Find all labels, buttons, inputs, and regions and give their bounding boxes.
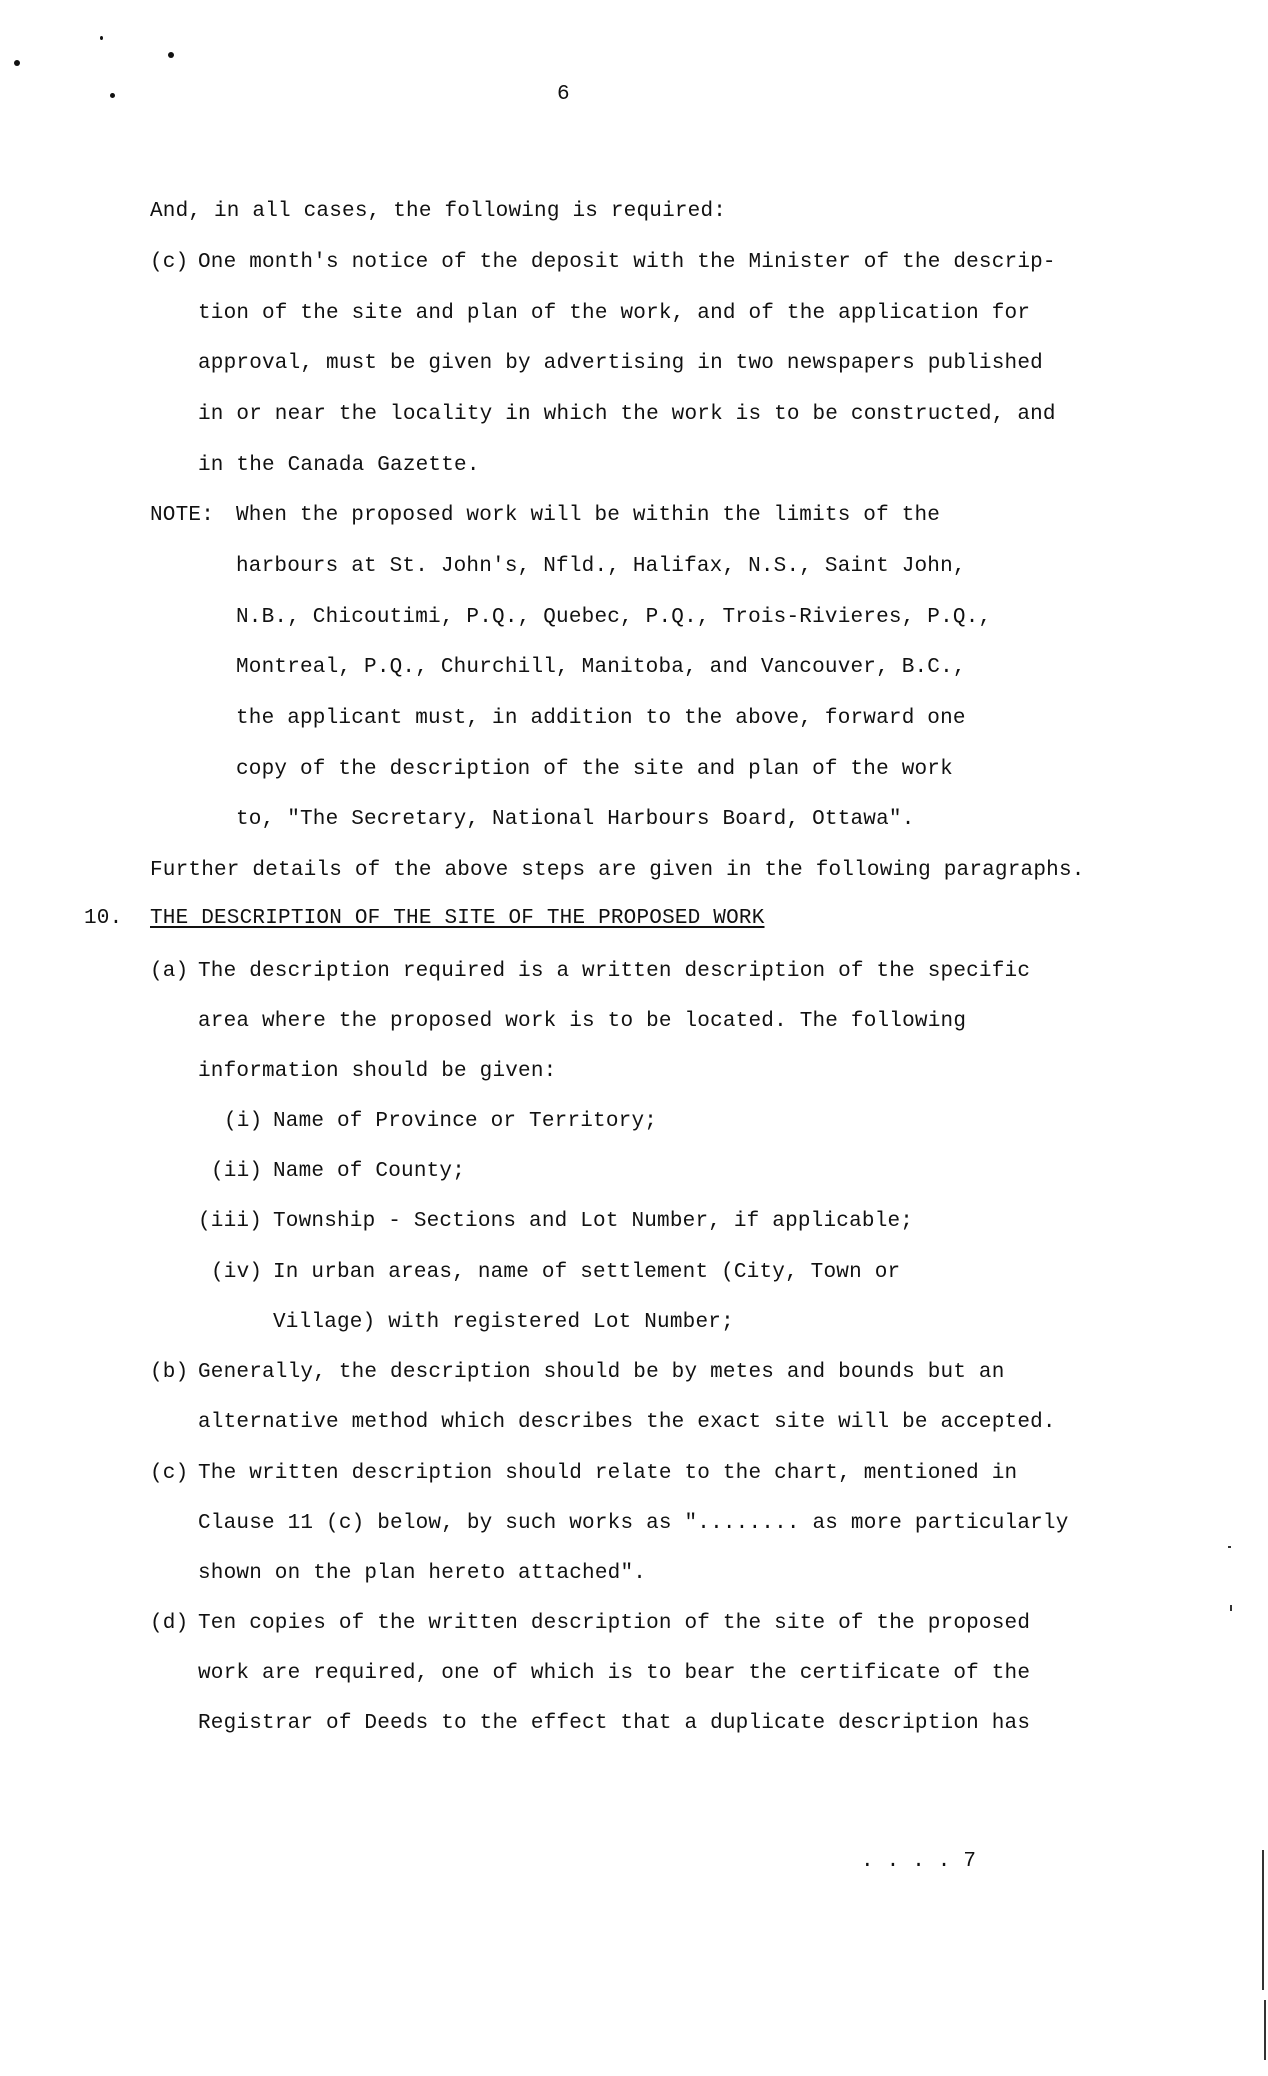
scan-mark <box>1264 2000 1266 2060</box>
para-a-line: The description required is a written description of the specific <box>198 960 1031 983</box>
item-c-line: in the Canada Gazette. <box>198 454 480 477</box>
para-c-line: The written description should relate to the chart, mentioned in <box>198 1462 1018 1485</box>
page-number: 6 <box>557 83 570 106</box>
para-a-label: (a) <box>150 960 189 983</box>
note-line: the applicant must, in addition to the above, forward one <box>236 707 966 730</box>
sub-item-label: (iv) <box>211 1261 263 1284</box>
item-c-label: (c) <box>150 251 189 274</box>
continuation-marker: . . . . 7 <box>861 1850 977 1873</box>
sub-item-text: In urban areas, name of settlement (City, Town or <box>273 1261 901 1284</box>
para-d-line: Registrar of Deeds to the effect that a duplicate description has <box>198 1712 1031 1735</box>
para-c-label: (c) <box>150 1462 189 1485</box>
sub-item-text: Township - Sections and Lot Number, if applicable; <box>273 1210 914 1233</box>
note-line: When the proposed work will be within the limits of the <box>236 504 941 527</box>
item-c-line: in or near the locality in which the work is to be constructed, and <box>198 403 1056 426</box>
para-d-line: Ten copies of the written description of the site of the proposed <box>198 1612 1031 1635</box>
scan-mark <box>1230 1605 1232 1611</box>
sub-item-text: Name of County; <box>273 1160 466 1183</box>
para-c-line: shown on the plan hereto attached". <box>198 1562 647 1585</box>
para-a-line: area where the proposed work is to be located. The following <box>198 1010 967 1033</box>
further-details-line: Further details of the above steps are given in the following paragraphs. <box>150 859 1085 882</box>
note-line: to, "The Secretary, National Harbours Board, Ottawa". <box>236 808 915 831</box>
para-b-label: (b) <box>150 1361 189 1384</box>
section-number: 10. <box>84 907 123 930</box>
note-line: harbours at St. John's, Nfld., Halifax, N.S., Saint John, <box>236 555 966 578</box>
scan-mark <box>1262 1850 1264 1990</box>
para-a-line: information should be given: <box>198 1060 557 1083</box>
para-d-label: (d) <box>150 1612 189 1635</box>
sub-item-text: Name of Province or Territory; <box>273 1110 658 1133</box>
note-line: Montreal, P.Q., Churchill, Manitoba, and Vancouver, B.C., <box>236 656 966 679</box>
sub-item-iv-continuation: Village) with registered Lot Number; <box>273 1311 734 1334</box>
para-b-line: alternative method which describes the exact site will be accepted. <box>198 1411 1056 1434</box>
para-c-line: Clause 11 (c) below, by such works as "........ as more particularly <box>198 1512 1069 1535</box>
sub-item-label: (iii) <box>198 1210 263 1233</box>
item-c-line: One month's notice of the deposit with the Minister of the descrip- <box>198 251 1056 274</box>
note-label: NOTE: <box>150 504 215 527</box>
scan-speck <box>14 60 20 66</box>
sub-item-label: (i) <box>224 1110 263 1133</box>
scan-speck <box>168 52 174 58</box>
item-c-line: approval, must be given by advertising in two newspapers published <box>198 352 1043 375</box>
note-line: N.B., Chicoutimi, P.Q., Quebec, P.Q., Trois-Rivieres, P.Q., <box>236 606 992 629</box>
scan-speck <box>100 36 103 40</box>
para-b-line: Generally, the description should be by metes and bounds but an <box>198 1361 1005 1384</box>
para-d-line: work are required, one of which is to bear the certificate of the <box>198 1662 1031 1685</box>
note-line: copy of the description of the site and plan of the work <box>236 758 953 781</box>
intro-line: And, in all cases, the following is required: <box>150 200 727 223</box>
section-heading: THE DESCRIPTION OF THE SITE OF THE PROPOSED WORK <box>150 907 765 930</box>
sub-item-label: (ii) <box>211 1160 263 1183</box>
scan-speck <box>110 93 115 98</box>
item-c-line: tion of the site and plan of the work, and of the application for <box>198 302 1031 325</box>
scan-mark <box>1228 1546 1231 1548</box>
